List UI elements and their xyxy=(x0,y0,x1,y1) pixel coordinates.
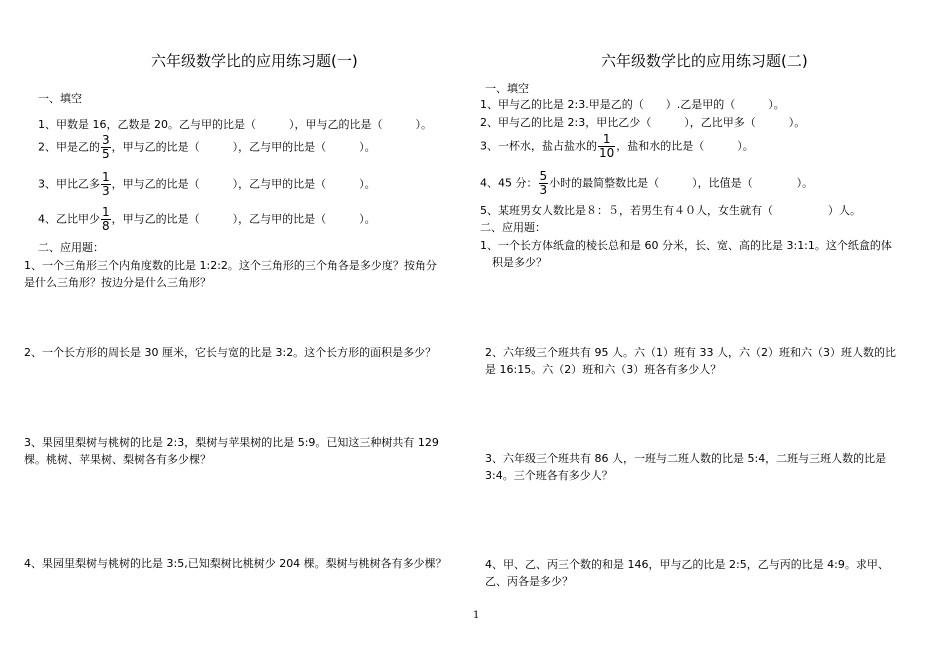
left-question-4-pre: 4、乙比甲少 xyxy=(38,212,100,226)
left-app-2: 2、一个长方形的周长是 30 厘米，它长与宽的比是 3:2。这个长方形的面积是多少？ xyxy=(24,346,437,359)
fraction-denominator: 5 xyxy=(102,147,110,161)
right-question-1: 1、甲与乙的比是 2:3.甲是乙的（ ）.乙是甲的（ ）。 xyxy=(480,98,785,111)
left-question-3-pre: 3、甲比乙多 xyxy=(38,177,100,191)
left-question-3-post: ，甲与乙的比是（ ），乙与甲的比是（ ）。 xyxy=(111,177,376,191)
left-app-3-line-2: 棵。桃树、苹果树、梨树各有多少棵？ xyxy=(24,453,211,466)
right-question-5: 5、某班男女人数比是８：５，若男生有４０人，女生就有（ ）人。 xyxy=(480,204,861,217)
left-question-1: 1、甲数是 16，乙数是 20。乙与甲的比是（ ），甲与乙的比是（ ）。 xyxy=(38,118,432,131)
fraction-denominator: 3 xyxy=(102,184,110,198)
fraction xyxy=(101,171,111,198)
right-question-3-pre: 3、一杯水，盐占盐水的 xyxy=(480,139,597,153)
left-fill-heading: 一、填空 xyxy=(38,92,82,105)
fraction-denominator: 3 xyxy=(539,183,548,197)
fraction-denominator: 10 xyxy=(599,146,615,160)
right-worksheet xyxy=(475,0,950,672)
fraction-numerator: 1 xyxy=(102,170,110,184)
left-app-3-line-1: 3、果园里梨树与桃树的比是 2:3，梨树与苹果树的比是 5:9。已知这三种树共有 129 xyxy=(24,436,439,449)
right-app-3-line-1: 3、六年级三个班共有 86 人，一班与二班人数的比是 5:4，二班与三班人数的比是 xyxy=(485,452,887,465)
right-app-2-line-2: 是 16:15。六（2）班和六（3）班各有多少人？ xyxy=(485,363,722,376)
right-question-3-post: ，盐和水的比是（ ）。 xyxy=(616,139,754,153)
left-title: 六年级数学比的应用练习题(一) xyxy=(151,52,358,70)
right-question-3 xyxy=(480,133,754,160)
fraction-numerator: 3 xyxy=(102,133,110,147)
right-app-1-line-1: 1、一个长方体纸盒的棱长总和是 60 分米，长、宽、高的比是 3:1:1。这个纸盒的体 xyxy=(480,239,892,252)
right-app-3-line-2: 3:4。三个班各有多少人？ xyxy=(485,469,613,482)
left-app-4: 4、果园里梨树与桃树的比是 3:5,已知梨树比桃树少 204 棵。梨树与桃树各有多少棵？ xyxy=(24,557,447,570)
fraction xyxy=(598,133,615,160)
left-question-2 xyxy=(38,134,376,161)
left-app-1-line-2: 是什么三角形？按边分是什么三角形？ xyxy=(24,276,211,289)
left-question-4 xyxy=(38,206,376,233)
right-app-4-line-2: 乙、丙各是多少？ xyxy=(485,575,573,588)
fraction xyxy=(101,134,111,161)
left-question-2-post: ，甲与乙的比是（ ），乙与甲的比是（ ）。 xyxy=(111,140,376,154)
right-app-4-line-1: 4、甲、乙、丙三个数的和是 146，甲与乙的比是 2:5，乙与丙的比是 4:9。求甲、 xyxy=(485,558,889,571)
left-question-4-post: ，甲与乙的比是（ ），乙与甲的比是（ ）。 xyxy=(111,212,376,226)
right-app-1-line-2: 积是多少？ xyxy=(492,256,547,269)
right-question-2: 2、甲与乙的比是 2:3，甲比乙少（ ），乙比甲多（ ）。 xyxy=(480,116,806,129)
left-app-1-line-1: 1、一个三角形三个内角度数的比是 1:2:2。这个三角形的三个角各是多少度？按角分 xyxy=(24,259,437,272)
fraction-numerator: 1 xyxy=(102,205,110,219)
left-question-2-pre: 2、甲是乙的 xyxy=(38,140,100,154)
fraction-denominator: 8 xyxy=(102,219,110,233)
right-question-4-post: 小时的最简整数比是（ ），比值是（ ）。 xyxy=(549,176,814,190)
right-title: 六年级数学比的应用练习题(二) xyxy=(601,52,808,70)
fraction xyxy=(101,206,111,233)
page-number: 1 xyxy=(473,610,480,621)
left-app-heading: 二、应用题： xyxy=(38,241,104,254)
fraction-numerator: 5 xyxy=(539,169,548,183)
fraction-numerator: 1 xyxy=(598,133,615,147)
left-question-3 xyxy=(38,171,376,198)
right-question-4 xyxy=(480,170,813,197)
right-question-4-pre: 4、45 分： xyxy=(480,176,538,190)
right-fill-heading: 一、填空 xyxy=(485,82,529,95)
fraction xyxy=(539,170,549,197)
right-app-2-line-1: 2、六年级三个班共有 95 人。六（1）班有 33 人，六（2）班和六（3）班人数的比 xyxy=(485,346,896,359)
right-app-heading: 二、应用题： xyxy=(480,221,546,234)
